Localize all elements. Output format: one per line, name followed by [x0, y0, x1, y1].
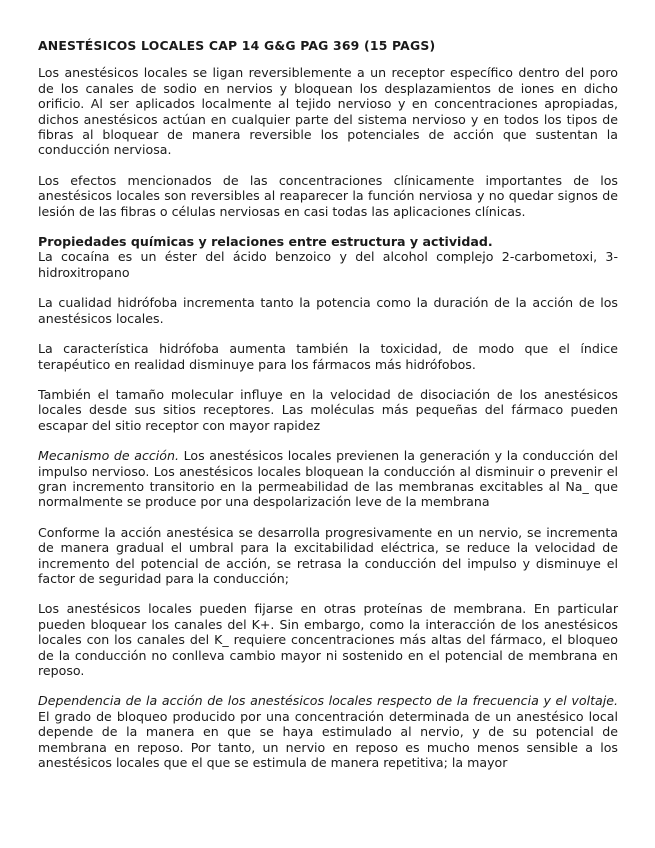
frequency-lead: Dependencia de la acción de los anestésicos locales respecto de la frecuencia y el voltaje. [38, 693, 618, 709]
paragraph-mechanism [38, 448, 618, 510]
paragraph-other-proteins: Los anestésicos locales pueden fijarse en otras proteínas de membrana. En particular pueden bloquear los canales del K+. Sin embargo, como la interacción de los anestésicos locales con los canales del K_ requiere concentraciones más altas del fármaco, el bloqueo de la conducción no conlleva cambio mayor ni sostenido en el potencial de membrana en reposo. [38, 601, 618, 678]
paragraph-progressive-action: Conforme la acción anestésica se desarrolla progresivamente en un nervio, se incrementa de manera gradual el umbral para la excitabilidad eléctrica, se reduce la velocidad de incremento del potencial de acción, se retrasa la conducción del impulso y disminuye el factor de seguridad para la conducción; [38, 524, 618, 586]
paragraph-hydrophobic-toxicity: La característica hidrófoba aumenta también la toxicidad, de modo que el índice terapéutico en realidad disminuye para los fármacos más hidrófobos. [38, 341, 618, 372]
mechanism-lead: Mecanismo de acción. [38, 448, 179, 464]
paragraph-molecular-size: También el tamaño molecular influye en la velocidad de disociación de los anestésicos locales desde sus sitios receptores. Las moléculas más pequeñas del fármaco pueden escapar del sitio receptor con mayor rapidez [38, 386, 618, 433]
paragraph-intro: Los anestésicos locales se ligan reversiblemente a un receptor específico dentro del poro de los canales de sodio en nervios y bloquean los desplazamientos de iones en dicho orificio. Al ser aplicados localmente al tejido nervioso y en concentraciones apropiadas, dichos anestésicos actúan en cualquier parte del sistema nervioso y en todos los tipos de fibras al bloquear de manera reversible los potenciales de acción que sustentan la conducción nerviosa. [38, 65, 618, 158]
paragraph-cocaine: La cocaína es un éster del ácido benzoico y del alcohol complejo 2-carbometoxi, 3-hidroxitropano [38, 249, 618, 280]
paragraph-frequency-dependence [38, 693, 618, 770]
paragraph-reversible-effects: Los efectos mencionados de las concentraciones clínicamente importantes de los anestésicos locales son reversibles al reaparecer la función nerviosa y no quedar signos de lesión de las fibras o células nerviosas en casi todas las aplicaciones clínicas. [38, 172, 618, 219]
document-title: ANESTÉSICOS LOCALES CAP 14 G&G PAG 369 (15 PAGS) [38, 38, 436, 53]
document-page [38, 38, 618, 785]
frequency-body: El grado de bloqueo producido por una concentración determinada de un anestésico local depende de la manera en que se haya estimulado al nervio, y de su potencial de membrana en reposo. Por tanto, un nervio en reposo es mucho menos sensible a los anestésicos locales que el que se estimula de manera repetitiva; la mayor [38, 708, 618, 771]
section-heading-chemical-properties: Propiedades químicas y relaciones entre estructura y actividad. [38, 234, 493, 250]
paragraph-hydrophobic-potency: La cualidad hidrófoba incrementa tanto la potencia como la duración de la acción de los anestésicos locales. [38, 295, 618, 326]
mechanism-body: Los anestésicos locales previenen la generación y la conducción del impulso nervioso. Los anestésicos locales bloquean la conducción al disminuir o prevenir el gran incremento transitorio en la permeabilidad de las membranas excitables al Na_ que normalmente se produce por una despolarización leve de la membrana [38, 448, 618, 510]
